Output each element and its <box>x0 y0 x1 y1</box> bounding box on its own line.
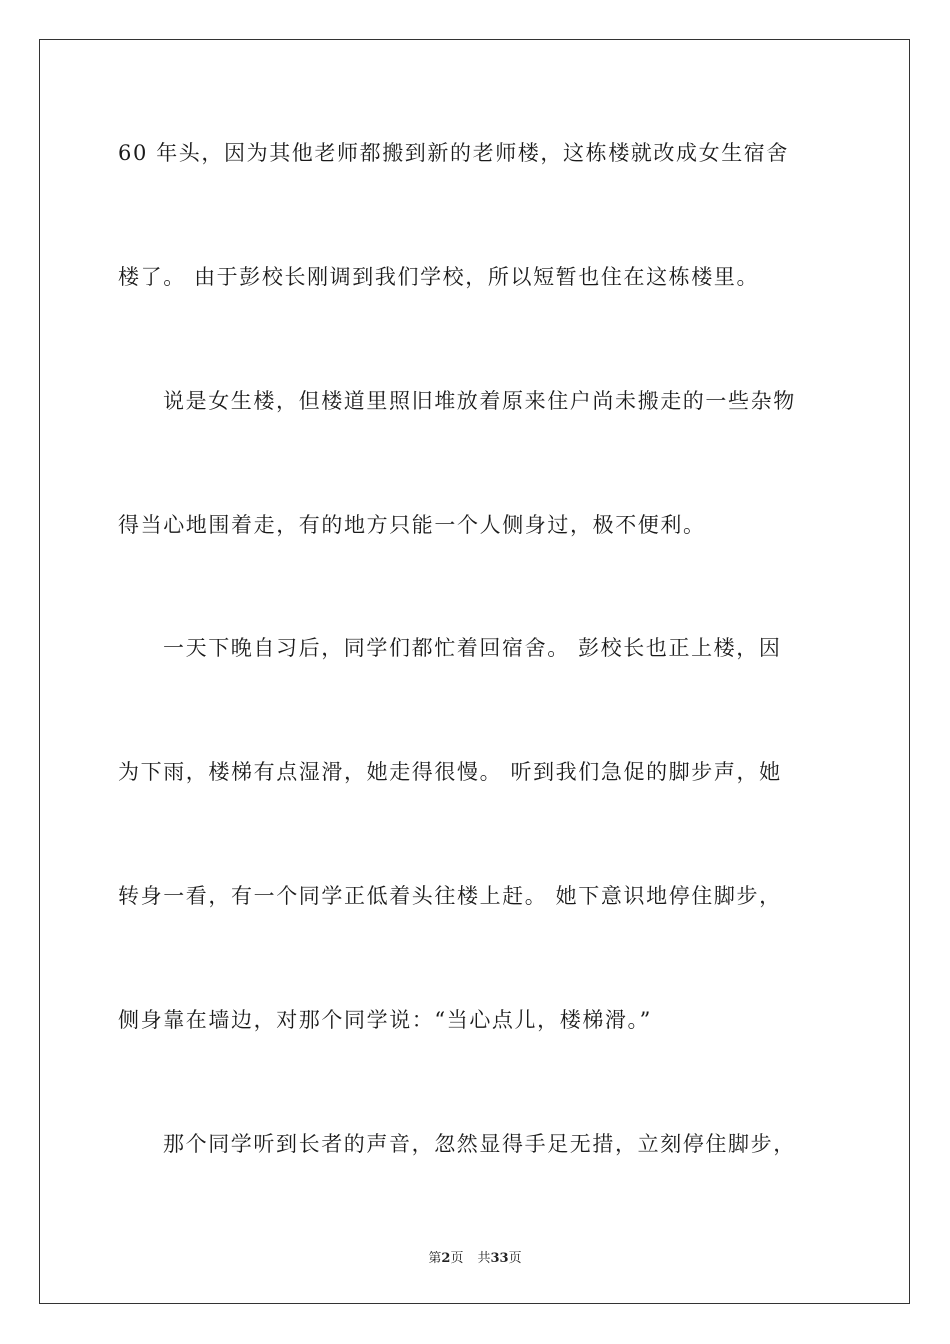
page-prefix: 第 <box>428 1251 442 1266</box>
text-line-5: 一天下晚自习后，同学们都忙着回宿舍。 彭校长也正上楼，因 <box>163 636 782 660</box>
text-line-6: 为下雨，楼梯有点湿滑，她走得很慢。 听到我们急促的脚步声，她 <box>118 760 782 784</box>
page-border <box>39 39 910 1304</box>
text-line-4: 得当心地围着走，有的地方只能一个人侧身过，极不便利。 <box>118 513 706 537</box>
page-footer <box>0 1247 950 1266</box>
text-line-7: 转身一看，有一个同学正低着头往楼上赶。 她下意识地停住脚步， <box>118 884 782 908</box>
total-prefix: 共 <box>477 1251 491 1266</box>
text-line-3: 说是女生楼，但楼道里照旧堆放着原来住户尚未搬走的一些杂物 <box>163 389 796 413</box>
page-suffix: 页 <box>450 1251 464 1266</box>
page-number: 2 <box>441 1251 451 1266</box>
total-pages: 33 <box>490 1251 509 1266</box>
text-line-9: 那个同学听到长者的声音，忽然显得手足无措，立刻停住脚步， <box>163 1132 796 1156</box>
text-line-1: 60 年头，因为其他老师都搬到新的老师楼，这栋楼就改成女生宿舍 <box>118 141 789 165</box>
total-suffix: 页 <box>508 1251 522 1266</box>
text-line-2: 楼了。 由于彭校长刚调到我们学校，所以短暂也住在这栋楼里。 <box>118 265 760 289</box>
text-line-8: 侧身靠在墙边，对那个同学说：“当心点儿，楼梯滑。” <box>118 1008 652 1032</box>
